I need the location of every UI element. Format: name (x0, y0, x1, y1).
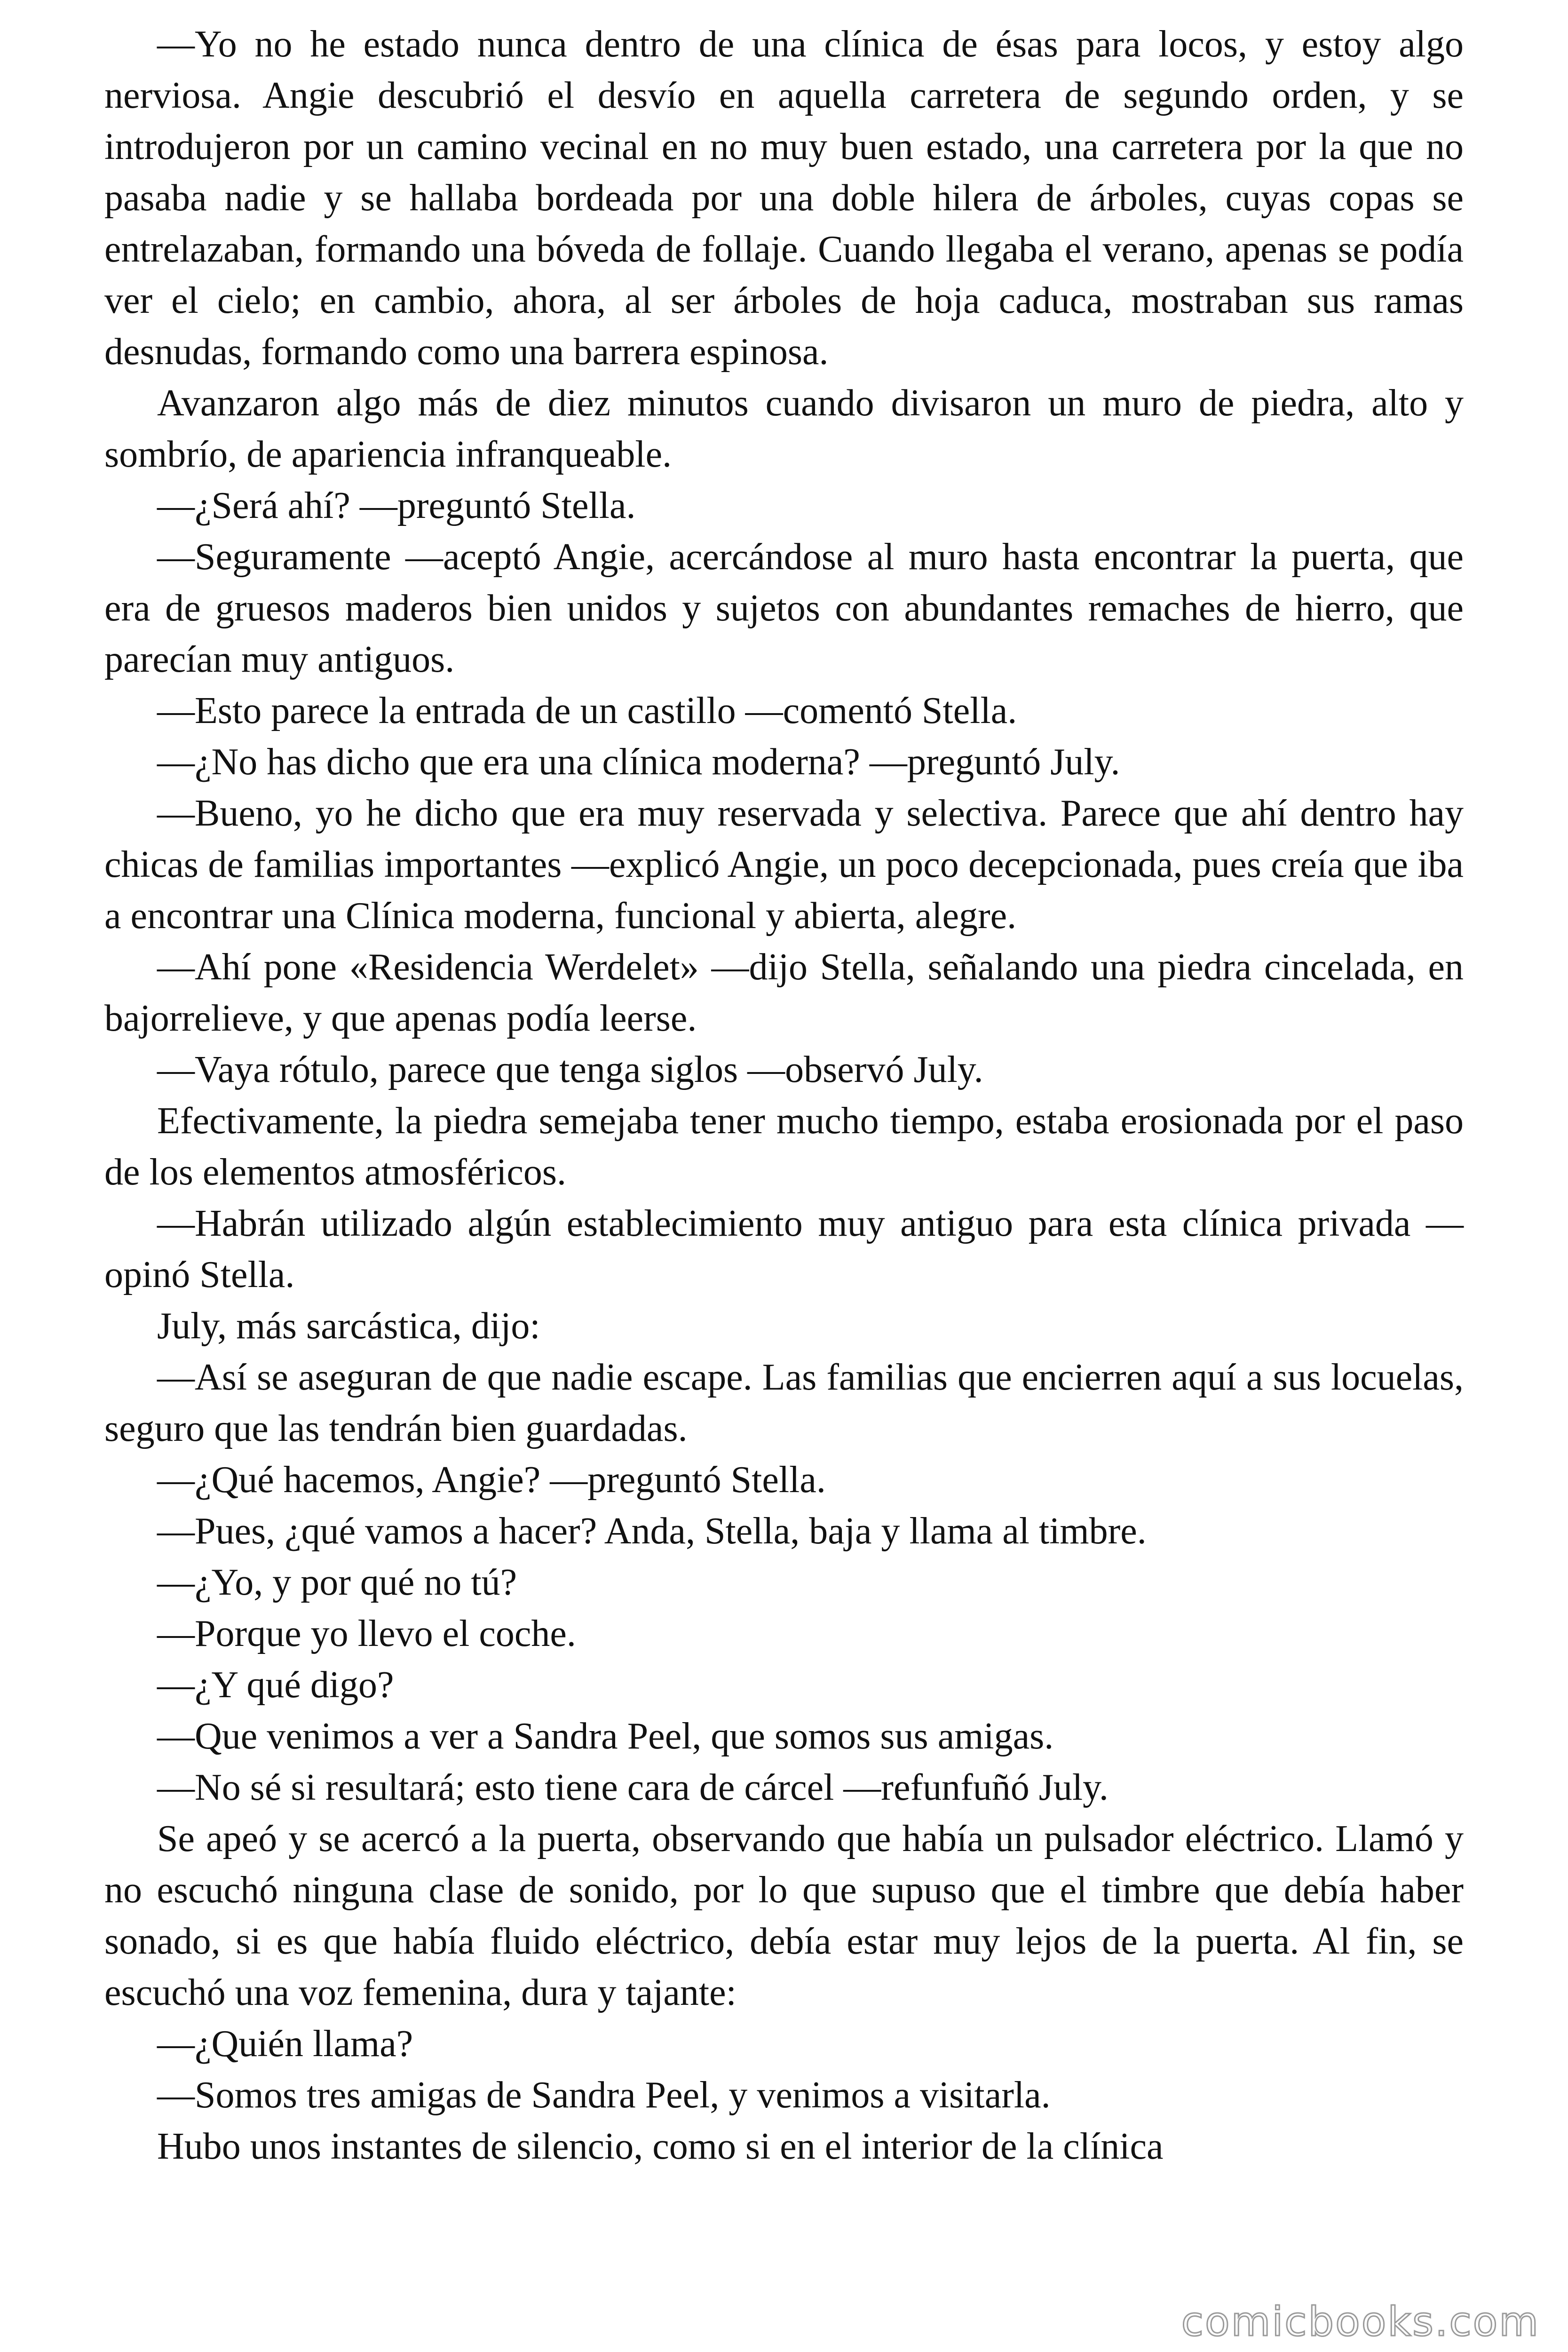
paragraph: July, más sarcástica, dijo: (157, 1305, 540, 1347)
paragraph: —Porque yo llevo el coche. (157, 1613, 576, 1654)
paragraph: —¿Quién llama? (157, 2023, 413, 2065)
paragraph: —¿Será ahí? —preguntó Stella. (157, 485, 636, 526)
page-body (104, 19, 1464, 2172)
watermark: comicbooks.com (1181, 2298, 1540, 2345)
paragraph: —Bueno, yo he dicho que era muy reservada y selectiva. Parece que ahí dentro hay chicas de familias importantes —explicó Angie, un poco decepcionada, pues creía que iba a encontrar una Clínica moderna, funcional y abierta, alegre. (104, 793, 1464, 937)
paragraph: —Seguramente —aceptó Angie, acercándose al muro hasta encontrar la puerta, que era de gruesos maderos bien unidos y sujetos con abundantes remaches de hierro, que parecían muy antiguos. (104, 536, 1464, 680)
paragraph: —Somos tres amigas de Sandra Peel, y venimos a visitarla. (157, 2074, 1051, 2116)
paragraph: Se apeó y se acercó a la puerta, observando que había un pulsador eléctrico. Llamó y no escuchó ninguna clase de sonido, por lo que supuso que el timbre que debía haber sonado, si es que había fluido eléctrico, debía estar muy lejos de la puerta. Al fin, se escuchó una voz femenina, dura y tajante: (104, 1818, 1464, 2013)
paragraph: Efectivamente, la piedra semejaba tener mucho tiempo, estaba erosionada por el paso de los elementos atmosféricos. (104, 1100, 1464, 1193)
paragraph: —Esto parece la entrada de un castillo —comentó Stella. (157, 690, 1017, 731)
paragraph: —Ahí pone «Residencia Werdelet» —dijo Stella, señalando una piedra cincelada, en bajorrelieve, y que apenas podía leerse. (104, 946, 1464, 1039)
paragraph: —Así se aseguran de que nadie escape. Las familias que encierren aquí a sus locuelas, seguro que las tendrán bien guardadas. (104, 1357, 1464, 1449)
paragraph: —¿Y qué digo? (157, 1664, 394, 1706)
paragraph: —No sé si resultará; esto tiene cara de cárcel —refunfuñó July. (157, 1767, 1109, 1808)
paragraph: —Vaya rótulo, parece que tenga siglos —observó July. (157, 1049, 983, 1090)
paragraph: Hubo unos instantes de silencio, como si en el interior de la clínica (157, 2126, 1164, 2167)
paragraph: —¿No has dicho que era una clínica moderna? —preguntó July. (157, 741, 1120, 783)
paragraph: —¿Qué hacemos, Angie? —preguntó Stella. (157, 1459, 826, 1501)
paragraph: —¿Yo, y por qué no tú? (157, 1562, 517, 1603)
paragraph: —Habrán utilizado algún establecimiento muy antiguo para esta clínica privada —opinó Stella. (104, 1203, 1464, 1295)
paragraph: —Yo no he estado nunca dentro de una clínica de ésas para locos, y estoy algo nerviosa. Angie descubrió el desvío en aquella carretera de segundo orden, y se introdujeron por un camino vecinal en no muy buen estado, una carretera por la que no pasaba nadie y se hallaba bordeada por una doble hilera de árboles, cuyas copas se entrelazaban, formando una bóveda de follaje. Cuando llegaba el verano, apenas se podía ver el cielo; en cambio, ahora, al ser árboles de hoja caduca, mostraban sus ramas desnudas, formando como una barrera espinosa. (104, 24, 1464, 373)
paragraph: Avanzaron algo más de diez minutos cuando divisaron un muro de piedra, alto y sombrío, de apariencia infranqueable. (104, 382, 1464, 475)
paragraph: —Pues, ¿qué vamos a hacer? Anda, Stella, baja y llama al timbre. (157, 1510, 1147, 1552)
paragraph: —Que venimos a ver a Sandra Peel, que somos sus amigas. (157, 1716, 1054, 1757)
